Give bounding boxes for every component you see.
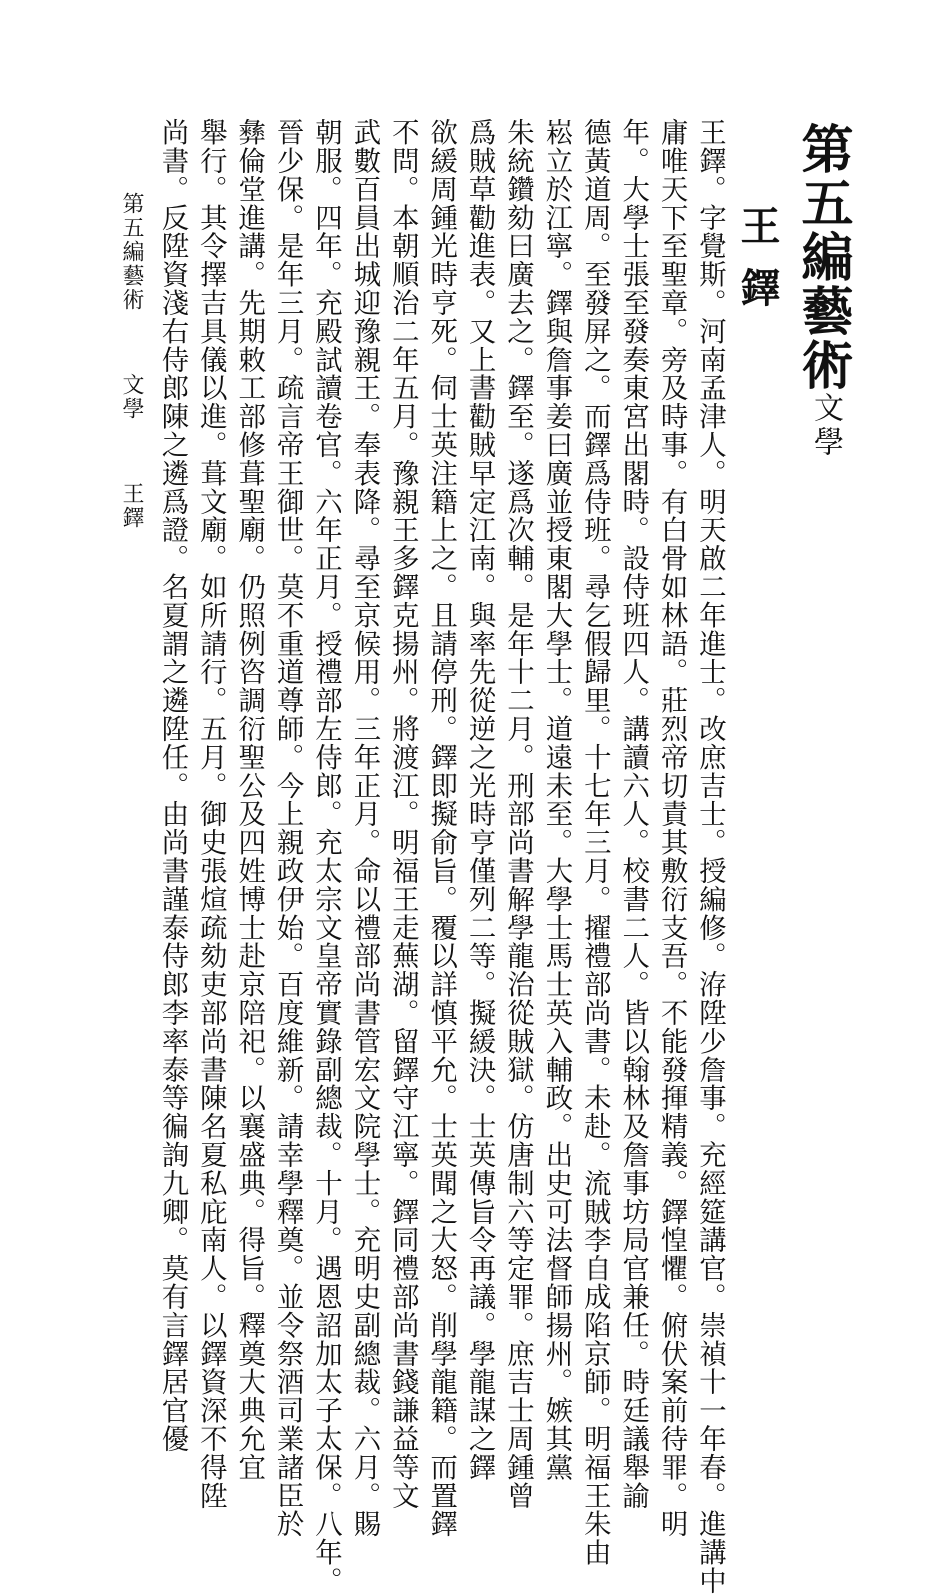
entry-title: 王鐸 xyxy=(734,205,781,329)
section-heading: 第五編藝術 xyxy=(792,122,853,392)
body-line: 朱統鑽劾曰廣去之。鐸至。遂爲次輔。是年十二月。刑部尚書解學龍治從賊獄。仿唐制六等定罪。庶吉士周鍾曾 xyxy=(502,118,533,1510)
body-line: 年。大學士張至發奏東宮出閣時。設侍班四人。講讀六人。校書二人。皆以翰林及詹事坊局官兼任。時廷議舉諭 xyxy=(617,118,649,1510)
page-footer xyxy=(118,192,144,530)
body-line: 尚書。反陞資淺右侍郎陳之遴爲證。名夏謂之遴陞任。由尚書謹泰侍郎李率泰等徧詢九卿。莫有言鐸居官優 xyxy=(156,118,188,1453)
body-line: 欲緩周鍾光時亨死。伺士英注籍上之。且請停刑。鐸即擬俞旨。覆以詳慎平允。士英聞之大怒。削學龍籍。而置鐸 xyxy=(425,118,457,1538)
body-line: 不問。本朝順治二年五月。豫親王多鐸克揚州。將渡江。明福王走蕪湖。留鐸守江寧。鐸同禮部尚書錢謙益等文 xyxy=(386,118,418,1510)
footer-section: 文學 xyxy=(119,373,144,421)
body-line: 晉少保。是年三月。疏言帝王御世。莫不重道尊師。今上親政伊始。百度維新。請幸學釋奠。並令祭酒司業諸臣於 xyxy=(271,118,303,1538)
body-line: 舉行。其令擇吉具儀以進。葺文廟。如所請行。五月。御史張煊疏劾吏部尚書陳名夏私庇南人。以鐸資深不得陞 xyxy=(194,118,226,1510)
section-subheading: 文學 xyxy=(808,392,843,460)
body-line: 朝服。四年。充殿試讀卷官。六年正月。授禮部左侍郎。充太宗文皇帝實錄副總裁。十月。遇恩詔加太子太保。八年。 xyxy=(310,118,341,1595)
body-line: 爲賊草勸進表。又上書勸賊早定江南。與率先從逆之光時亨僅列二等。擬緩決。士英傳旨令再議。學龍謀之鐸 xyxy=(463,118,495,1482)
body-line: 王鐸。字覺斯。河南孟津人。明天啟二年進士。改庶吉士。授編修。洊陞少詹事。充經筵講官。崇禎十一年春。進講中 xyxy=(694,118,725,1595)
footer-name: 王鐸 xyxy=(119,482,144,530)
body-line: 彝倫堂進講。先期敕工部修葺聖廟。仍照例咨調衍聖公及四姓博士赴京陪祀。以襄盛典。得旨。釋奠大典允宜 xyxy=(233,118,265,1482)
body-line: 崧立於江寧。鐸與詹事姜曰廣並授東閣大學士。道遠未至。大學士馬士英入輔政。出史可法督師揚州。嫉其黨 xyxy=(540,118,572,1482)
body-line: 武數百員出城迎豫親王。奉表降。尋至京候用。三年正月。命以禮部尚書管宏文院學士。充明史副總裁。六月。賜 xyxy=(348,118,380,1538)
body-line: 庸唯天下至聖章。旁及時事。有白骨如林語。莊烈帝切責其敷衍支吾。不能發揮精義。鐸惶懼。俯伏案前待罪。明 xyxy=(655,118,687,1538)
body-line: 德黃道周。至發屏之。而鐸爲侍班。尋乞假歸里。十七年三月。擢禮部尚書。未赴。流賊李自成陷京師。明福王朱由 xyxy=(578,118,610,1567)
body-text xyxy=(156,118,725,1595)
footer-part: 第五編藝術 xyxy=(119,192,144,312)
